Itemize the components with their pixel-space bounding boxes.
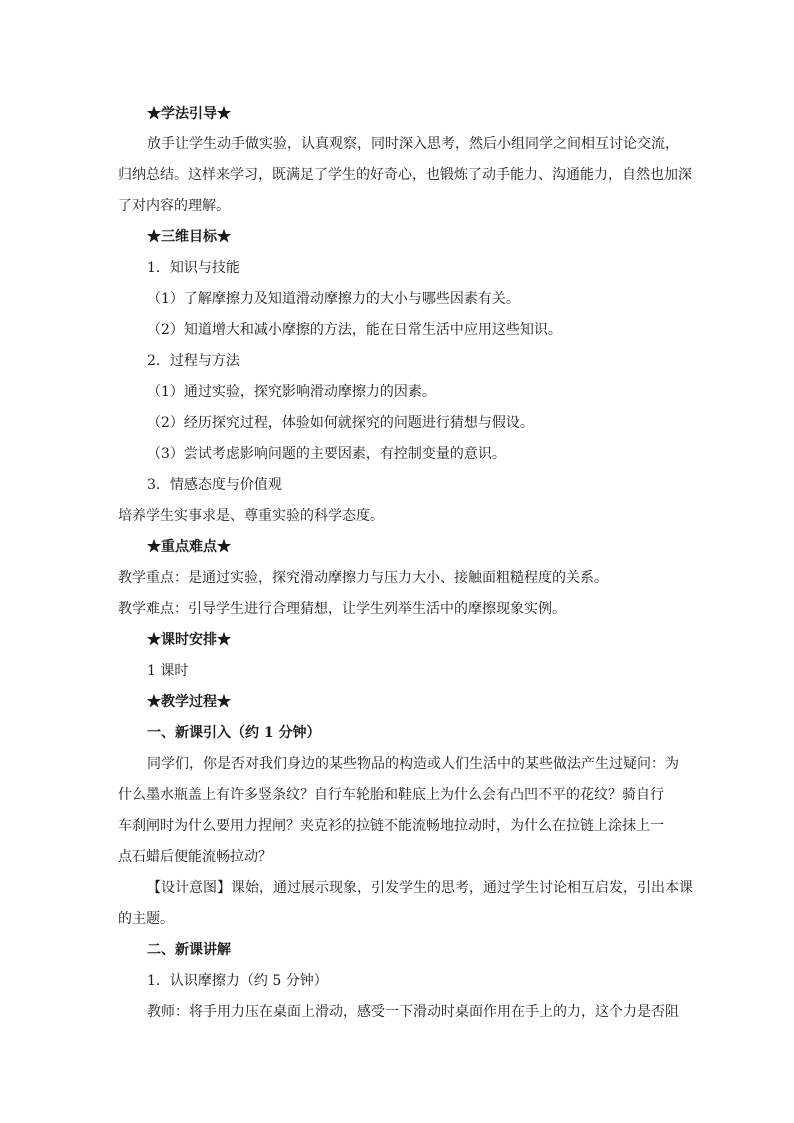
process-heading: ★教学过程★ [147, 694, 231, 710]
schedule-text: 1 课时 [147, 663, 189, 679]
intro-line-2: 什么墨水瓶盖上有许多竖条纹？自行车轮胎和鞋底上为什么会有凸凹不平的花纹？骑自行 [118, 787, 664, 803]
goals-knowledge-title: 1．知识与技能 [147, 260, 240, 276]
key-points-difficulty: 教学难点：引导学生进行合理猜想，让学生列举生活中的摩擦现象实例。 [118, 601, 566, 617]
design-line-2: 的主题。 [118, 911, 174, 927]
intro-title: 一、新课引入（约 1 分钟） [147, 725, 321, 741]
key-points-heading: ★重点难点★ [147, 539, 231, 555]
goals-process-2: （2）经历探究过程，体验如何就探究的问题进行猜想与假设。 [147, 415, 534, 431]
study-method-heading: ★学法引导★ [147, 106, 231, 122]
intro-line-4: 点石蜡后便能流畅拉动？ [118, 849, 272, 865]
study-method-line-2: 归纳总结。这样来学习，既满足了学生的好奇心，也锻炼了动手能力、沟通能力，自然也加深 [118, 167, 692, 183]
goals-heading: ★三维目标★ [147, 229, 231, 245]
goals-process-1: （1）通过实验，探究影响滑动摩擦力的因素。 [147, 384, 436, 400]
teacher-line: 教师：将手用力压在桌面上滑动，感受一下滑动时桌面作用在手上的力，这个力是否阻 [147, 1004, 679, 1020]
goals-process-3: （3）尝试考虑影响问题的主要因素，有控制变量的意识。 [147, 446, 506, 462]
goals-knowledge-1: （1）了解摩擦力及知道滑动摩擦力的大小与哪些因素有关。 [147, 291, 520, 307]
study-method-line-1: 放手让学生动手做实验，认真观察，同时深入思考，然后小组同学之间相互讨论交流， [147, 136, 679, 152]
goals-attitude-1: 培养学生实事求是、尊重实验的科学态度。 [118, 508, 384, 524]
goals-attitude-title: 3．情感态度与价值观 [147, 477, 282, 493]
key-points-focus: 教学重点：是通过实验，探究滑动摩擦力与压力大小、接触面粗糙程度的关系。 [118, 570, 608, 586]
friction-subtitle: 1．认识摩擦力（约 5 分钟） [147, 973, 328, 989]
goals-process-title: 2．过程与方法 [147, 353, 240, 369]
goals-knowledge-2: （2）知道增大和减小摩擦的方法，能在日常生活中应用这些知识。 [147, 322, 562, 338]
intro-line-1: 同学们，你是否对我们身边的某些物品的构造或人们生活中的某些做法产生过疑问：为 [147, 756, 679, 772]
intro-line-3: 车刹闸时为什么要用力捏闸？夹克衫的拉链不能流畅地拉动时，为什么在拉链上涂抹上一 [118, 818, 664, 834]
new-lesson-title: 二、新课讲解 [147, 942, 231, 958]
design-line-1: 【设计意图】课始，通过展示现象，引发学生的思考，通过学生讨论相互启发，引出本课 [147, 880, 693, 896]
study-method-line-3: 了对内容的理解。 [118, 198, 230, 214]
schedule-heading: ★课时安排★ [147, 632, 231, 648]
